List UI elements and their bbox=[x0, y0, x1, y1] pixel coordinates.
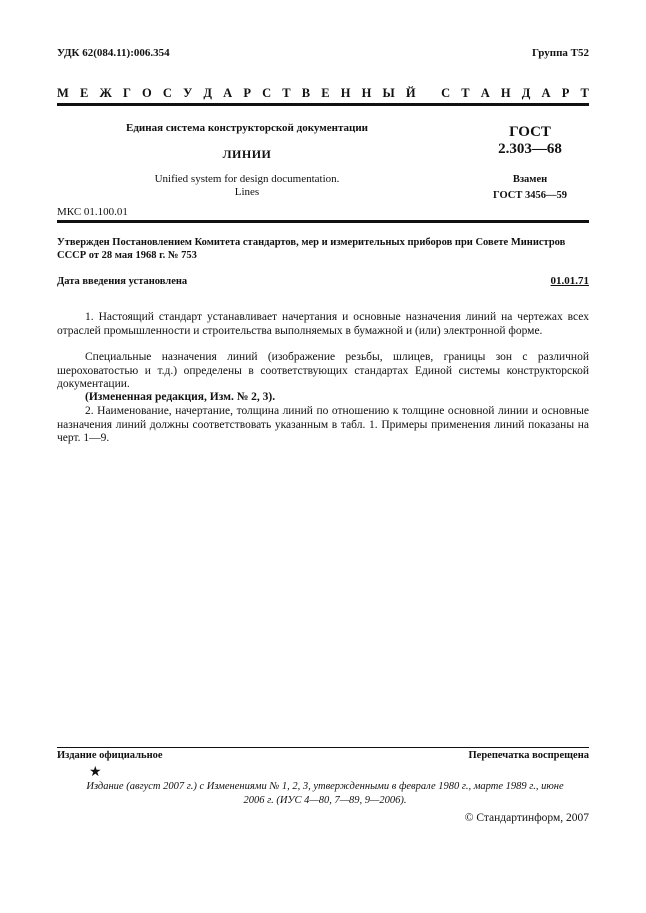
interstate-letter: У bbox=[183, 86, 193, 100]
instead-label: Взамен bbox=[512, 174, 548, 185]
interstate-letter: Й bbox=[405, 86, 416, 100]
document-title: ЛИНИИ bbox=[222, 147, 272, 161]
paragraph-2: 2. Наименование, начертание, толщина линий по отношению к толщине основной линии и основные назначения линий должны соответствовать указанным в табл. 1. Примеры применения линий показаны на черт. 1—9. bbox=[57, 405, 589, 444]
interstate-letter: Т bbox=[580, 86, 589, 100]
interstate-letter: Д bbox=[521, 86, 531, 100]
replaced-standard: ГОСТ 3456—59 bbox=[493, 190, 567, 201]
interstate-letter: С bbox=[441, 86, 451, 100]
interstate-letter: М bbox=[57, 86, 69, 100]
english-title-line1: Unified system for design documentation. bbox=[154, 173, 340, 185]
interstate-letter: Т bbox=[461, 86, 470, 100]
interstate-letter: Е bbox=[321, 86, 330, 100]
interstate-letter: Н bbox=[500, 86, 511, 100]
interstate-letter: А bbox=[223, 86, 233, 100]
edition-note: Издание (август 2007 г.) с Изменениями № 1, 2, 3, утвержденными в феврале 1980 г., марте 1989 г., июне 2006 г. (ИУС 4—80, 7—89, 9—2006). bbox=[86, 781, 564, 806]
interstate-letter: А bbox=[541, 86, 551, 100]
copyright: © Стандартинформ, 2007 bbox=[464, 812, 589, 824]
approval-text: Утвержден Постановлением Комитета стандартов, мер и измерительных приборов при Совете Министров СССР от 28 мая 1968 г. № 753 bbox=[57, 237, 566, 261]
interstate-letter: Р bbox=[243, 86, 251, 100]
reprint-prohibited-label: Перепечатка воспрещена bbox=[468, 750, 589, 761]
effective-date-label: Дата введения установлена bbox=[57, 276, 188, 287]
interstate-letter: Е bbox=[79, 86, 89, 100]
esk-title: Единая система конструкторской документации bbox=[126, 122, 368, 134]
interstate-letter: Н bbox=[361, 86, 372, 100]
mks-code: МКС 01.100.01 bbox=[57, 206, 128, 218]
effective-date-value: 01.01.71 bbox=[550, 275, 589, 287]
paragraph-special-purposes: Специальные назначения линий (изображение резьбы, шлицев, границы зон с различной шероховатостью и т.д.) определены в соответствующих стандартах Единой системы конструкторской документации. bbox=[57, 351, 589, 390]
interstate-letter: Ы bbox=[382, 86, 395, 100]
interstate-letter bbox=[427, 86, 430, 101]
interstate-standard-heading bbox=[57, 86, 589, 101]
interstate-letter: Д bbox=[203, 86, 213, 100]
interstate-letter: О bbox=[142, 86, 152, 100]
gost-number: 2.303—68 bbox=[498, 141, 562, 157]
official-edition-label: Издание официальное bbox=[57, 750, 163, 761]
gost-label: ГОСТ bbox=[509, 124, 551, 140]
interstate-letter: А bbox=[480, 86, 490, 100]
star-icon: ★ bbox=[89, 765, 102, 780]
paragraph-1: 1. Настоящий стандарт устанавливает начертания и основные назначения линий на чертежах всех отраслей промышленности и строительства выполняемых в бумажной и (или) электронной форме. bbox=[57, 311, 589, 337]
interstate-letter: Р bbox=[561, 86, 570, 100]
interstate-letter: Ж bbox=[99, 86, 112, 100]
udk-code: УДК 62(084.11):006.354 bbox=[57, 47, 170, 59]
amendment-note: (Измененная редакция, Изм. № 2, 3). bbox=[85, 391, 276, 403]
title-block-rule bbox=[57, 220, 589, 223]
interstate-letter: В bbox=[301, 86, 311, 100]
interstate-letter: С bbox=[162, 86, 172, 100]
interstate-letter: С bbox=[262, 86, 272, 100]
interstate-letter: Г bbox=[122, 86, 131, 100]
interstate-letter: Т bbox=[282, 86, 291, 100]
interstate-letter: Н bbox=[340, 86, 351, 100]
group-code: Группа Т52 bbox=[531, 47, 589, 59]
footer-rule bbox=[57, 747, 589, 748]
header-rule bbox=[57, 103, 589, 106]
english-title-line2: Lines bbox=[234, 186, 260, 198]
